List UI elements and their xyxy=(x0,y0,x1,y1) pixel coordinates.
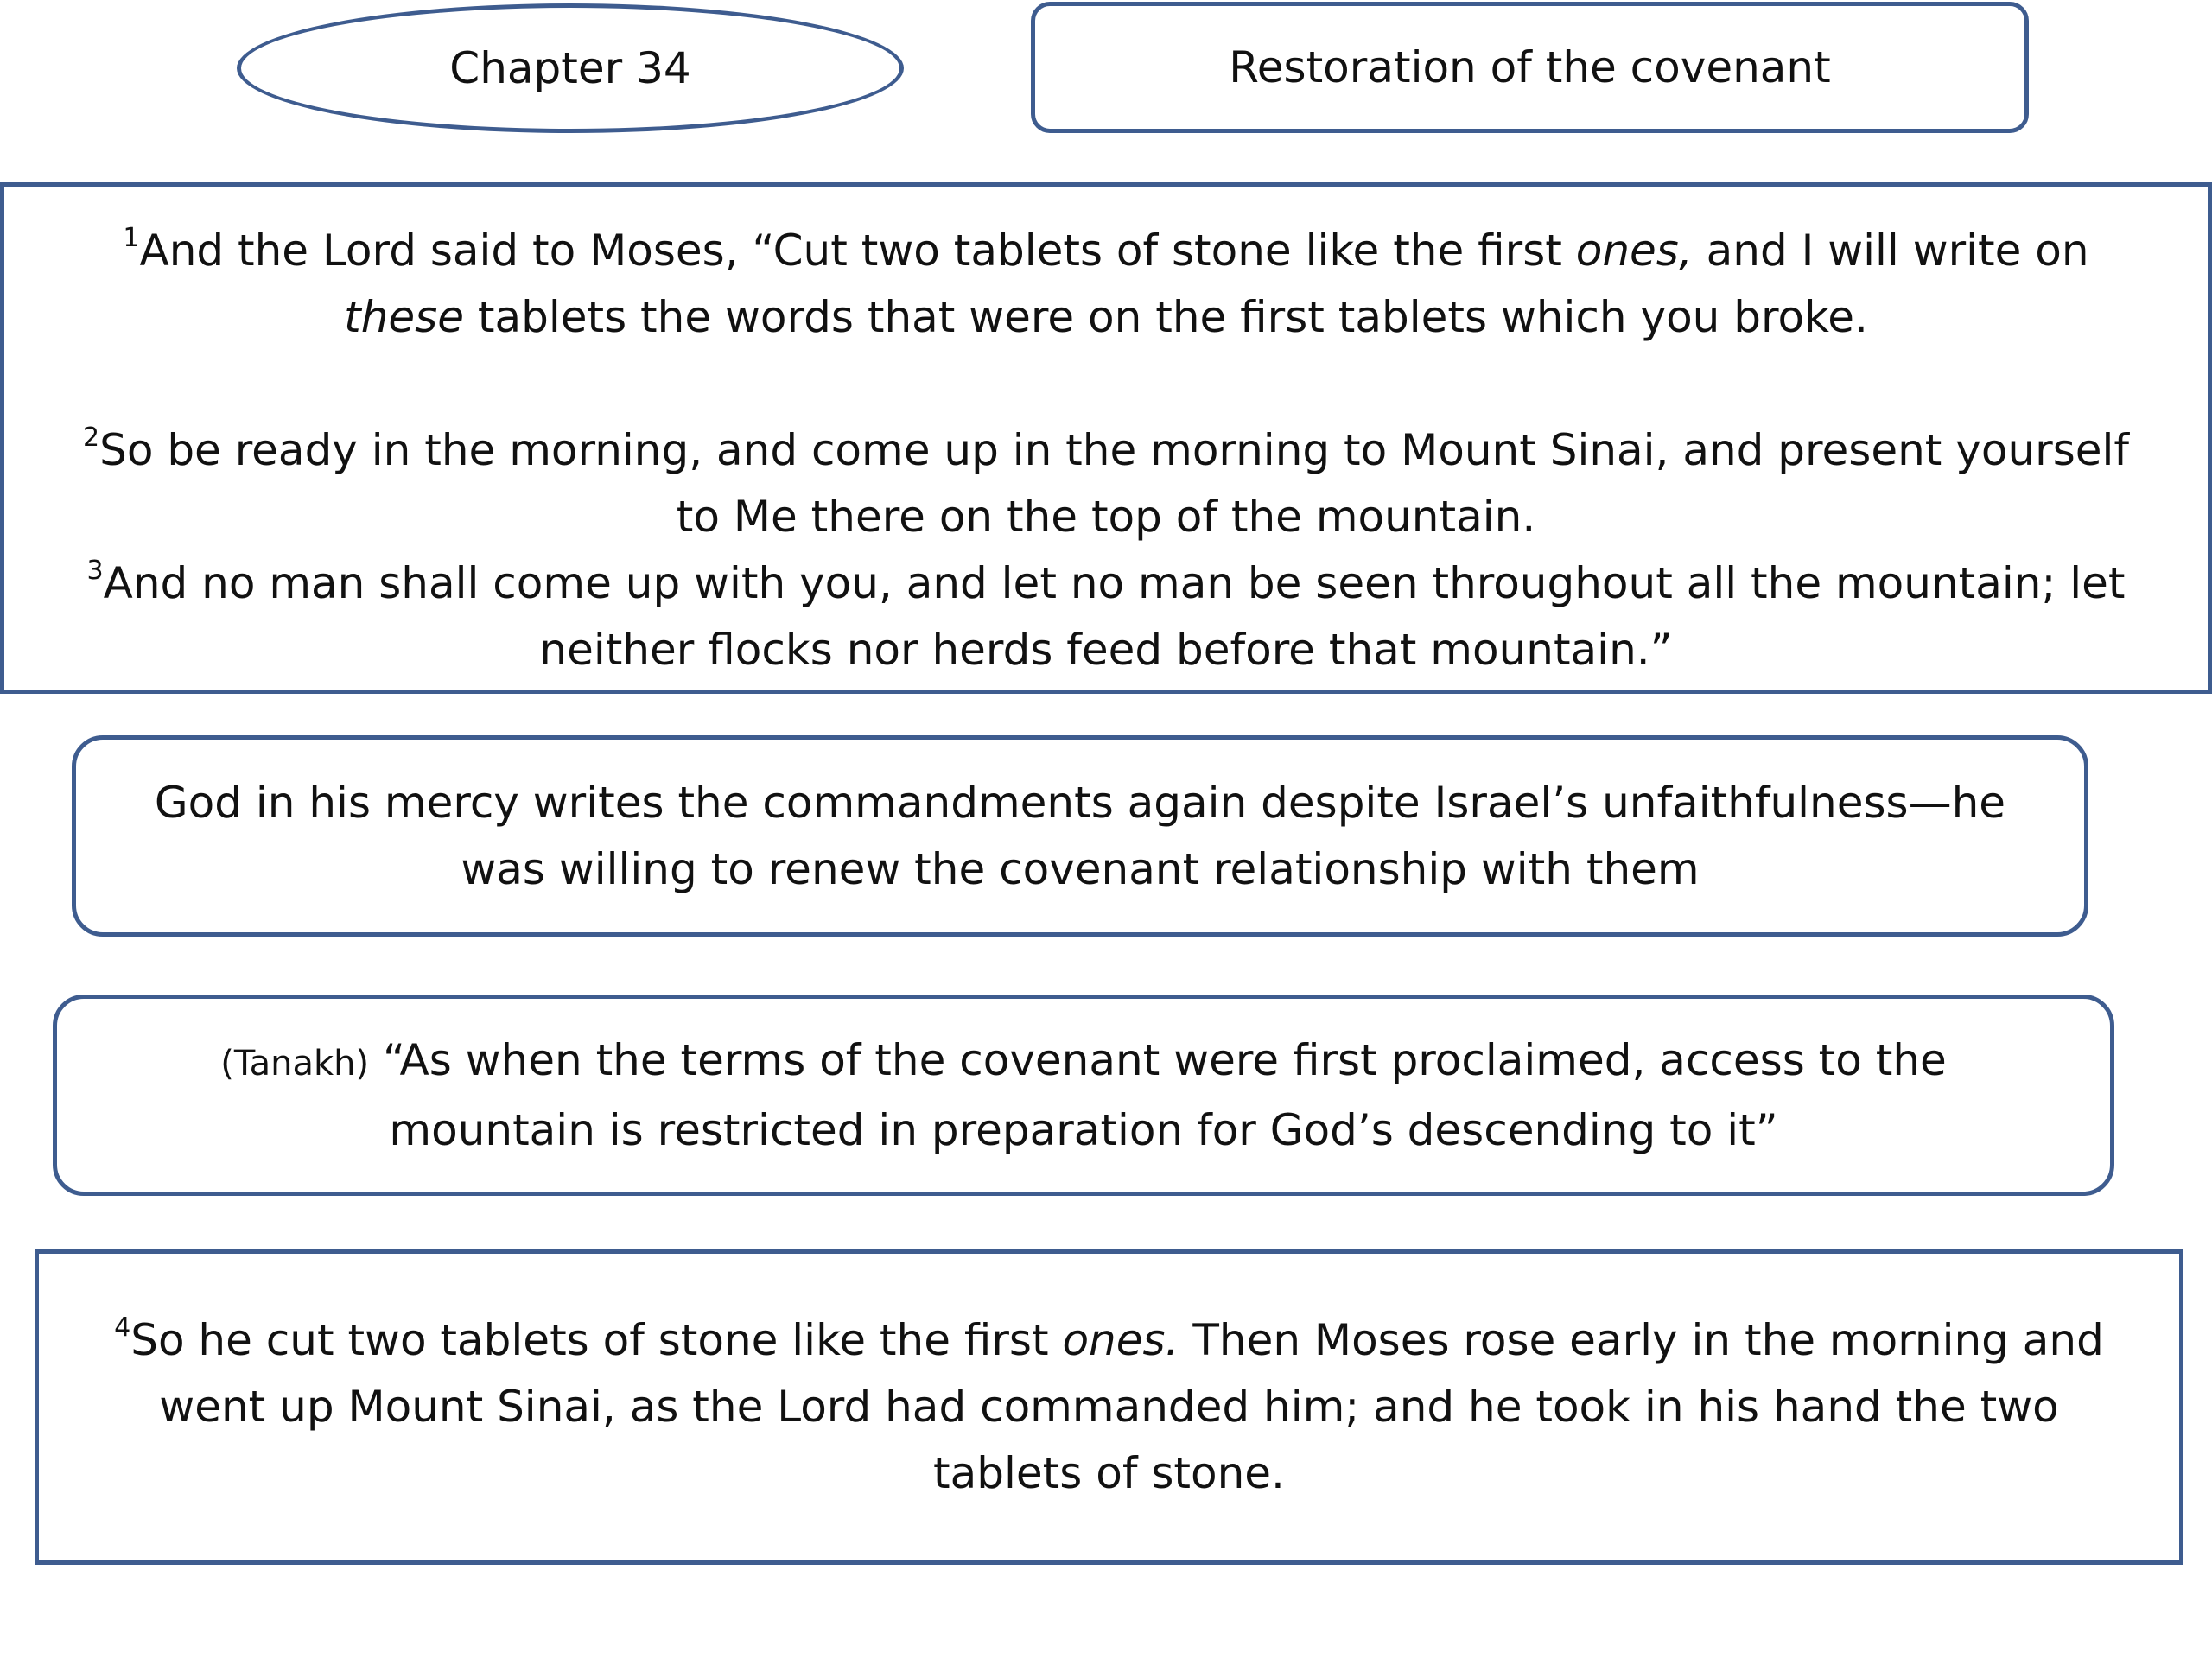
verse-1-line-1: $^1$And the Lord said to Moses, “Cut two tablets of stone like the first ones, and I will write on xyxy=(123,223,2089,276)
verse-number: 1 xyxy=(123,223,140,253)
verse-3 xyxy=(87,550,2126,683)
commentary-text: (Tanakh) “As when the terms of the covenant were first proclaimed, access to the mountain is restricted in preparation for God’s descending to it” xyxy=(220,1034,1947,1155)
verse-4-line-1: $^4$So he cut two tablets of stone like the first ones. Then Moses rose early in the morning and xyxy=(114,1313,2104,1365)
verse-number: 4 xyxy=(114,1313,131,1343)
chapter-label xyxy=(237,3,904,133)
verse-number: 3 xyxy=(86,556,104,586)
section-title-text: Restoration of the covenant xyxy=(1229,42,1831,92)
verse-4-line-3: tablets of stone. xyxy=(933,1448,1285,1498)
verses-box-1-3 xyxy=(0,182,2212,694)
verse-2-line-2: to Me there on the top of the mountain. xyxy=(676,492,1536,542)
verse-4 xyxy=(114,1307,2104,1507)
verse-2 xyxy=(83,417,2129,550)
verse-2-line-1: $^2$So be ready in the morning, and come up in the morning to Mount Sinai, and present yourself xyxy=(83,423,2129,475)
verse-4-line-2: went up Mount Sinai, as the Lord had commanded him; and he took in his hand the two xyxy=(159,1382,2059,1432)
section-title xyxy=(1031,2,2029,133)
commentary-text: God in his mercy writes the commandments again despite Israel’s unfaithfulness—he was willing to renew the covenant relationship with them xyxy=(154,777,2006,894)
verse-3-line-1: $^3$And no man shall come up with you, and let no man be seen throughout all the mountain; let xyxy=(86,556,2126,608)
verse-3-line-2: neither flocks nor herds feed before that mountain.” xyxy=(539,625,1673,675)
source-label: (Tanakh) xyxy=(220,1043,370,1084)
verse-1-line-2: these tablets the words that were on the first tablets which you broke. xyxy=(344,292,1868,342)
chapter-text: Chapter 34 xyxy=(449,43,691,93)
verse-number: 2 xyxy=(83,423,100,453)
verses-box-4 xyxy=(35,1249,2183,1565)
commentary-box-tanakh xyxy=(53,995,2114,1196)
verse-1 xyxy=(123,218,2088,351)
commentary-box-mercy xyxy=(72,735,2088,937)
